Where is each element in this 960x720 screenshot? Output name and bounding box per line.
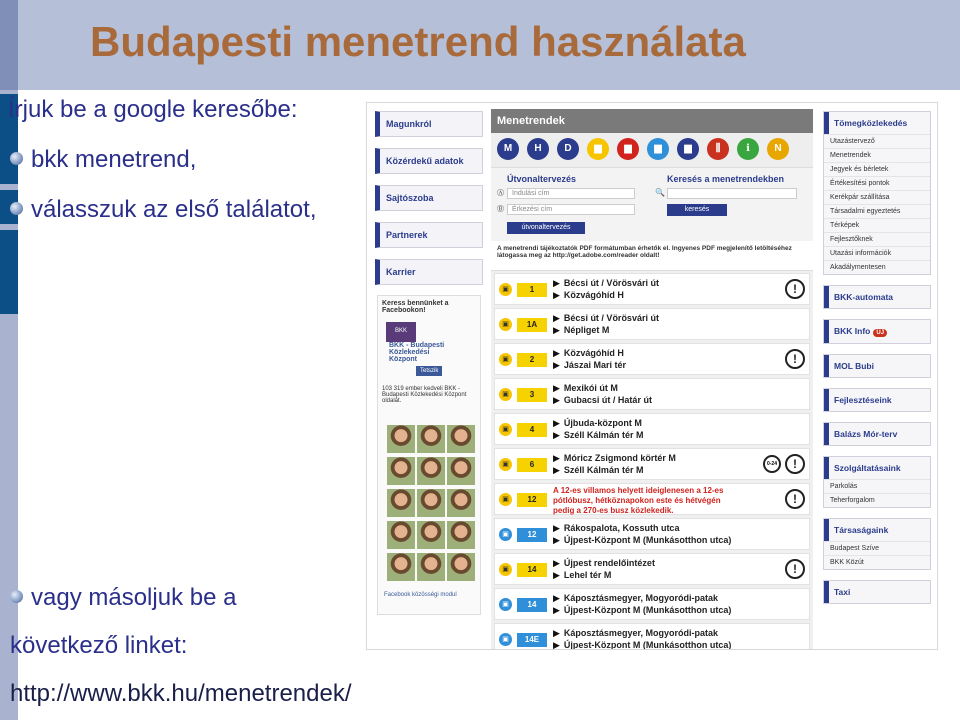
stop-name: pótlóbusz, hétköznapokon este és hétvégén: [553, 496, 721, 505]
timetable-header: Menetrendek: [491, 109, 813, 133]
right-nav-item[interactable]: Budapest Szíve: [824, 541, 930, 555]
line-stops: [553, 417, 643, 441]
route-planner-label: Útvonaltervezés: [507, 174, 577, 184]
arrow-right-icon: ▶: [553, 628, 560, 638]
stop-name: ▶ Káposztásmegyer, Mogyoródi-patak: [553, 593, 718, 603]
stop-name: ▶ Jászai Mari tér: [553, 360, 626, 370]
line-number[interactable]: 3: [517, 388, 547, 402]
tram-icon: ▣: [499, 283, 512, 296]
right-nav-heading[interactable]: Fejlesztéseink: [824, 389, 930, 411]
bus-icon: ▣: [499, 528, 512, 541]
fan-avatar[interactable]: [387, 521, 415, 549]
right-nav-heading[interactable]: Balázs Mór-terv: [824, 423, 930, 445]
line-number[interactable]: 14E: [517, 633, 547, 647]
new-badge: ÚJ: [873, 329, 887, 337]
timetable-search-button[interactable]: keresés: [667, 204, 727, 216]
arrow-right-icon: ▶: [553, 418, 560, 428]
arrow-right-icon: ▶: [553, 383, 560, 393]
right-nav-heading[interactable]: BKK-automata: [824, 286, 930, 308]
right-nav-block: [823, 111, 931, 275]
tram-icon: ▣: [499, 493, 512, 506]
left-nav-item[interactable]: Sajtószoba: [375, 185, 483, 211]
line-number[interactable]: 12: [517, 493, 547, 507]
facebook-faces: [386, 424, 476, 584]
bullet-text: bkk menetrend,: [31, 146, 197, 173]
bullet-icon: [10, 152, 23, 165]
right-nav-item[interactable]: BKK Közút: [824, 555, 930, 569]
right-nav-block: [823, 319, 931, 344]
right-nav-item[interactable]: Utazási információk: [824, 246, 930, 260]
right-nav-block: [823, 354, 931, 378]
timetable-row[interactable]: [494, 378, 810, 410]
facebook-box: [377, 295, 481, 615]
stop-name: ▶ Közvágóhíd H: [553, 290, 624, 300]
stop-name: ▶ Újpest-Központ M (Munkásotthon utca): [553, 640, 732, 650]
arrow-right-icon: ▶: [553, 605, 560, 615]
timetable-row[interactable]: [494, 518, 810, 550]
warning-icon[interactable]: !: [785, 559, 805, 579]
right-nav-block: [823, 285, 931, 309]
arrow-right-icon: ▶: [553, 453, 560, 463]
right-nav-item[interactable]: Menetrendek: [824, 148, 930, 162]
right-nav-block: [823, 456, 931, 508]
facebook-intro: Keress bennünket a Facebookon!: [382, 300, 449, 314]
stop-name: ▶ Lehel tér M: [553, 570, 612, 580]
line-number[interactable]: 2: [517, 353, 547, 367]
right-nav: [823, 111, 931, 614]
timetable-row[interactable]: [494, 413, 810, 445]
line-stops: [553, 382, 652, 406]
line-number[interactable]: 6: [517, 458, 547, 472]
facebook-like-button[interactable]: Tetszik: [416, 366, 442, 376]
transport-mode-button[interactable]: ℹ: [737, 138, 759, 160]
fan-avatar[interactable]: [387, 489, 415, 517]
timetable-row[interactable]: [494, 588, 810, 620]
left-nav-item[interactable]: Közérdekű adatok: [375, 148, 483, 174]
timetable-row[interactable]: [494, 343, 810, 375]
line-number[interactable]: 14: [517, 563, 547, 577]
timetable-row[interactable]: [494, 448, 810, 480]
transport-mode-button[interactable]: ▆: [677, 138, 699, 160]
right-nav-heading[interactable]: Társaságaink: [824, 519, 930, 541]
right-nav-item[interactable]: Jegyek és bérletek: [824, 162, 930, 176]
right-nav-item[interactable]: Térképek: [824, 218, 930, 232]
fan-avatar[interactable]: [417, 457, 445, 485]
right-nav-heading[interactable]: MOL Bubi: [824, 355, 930, 377]
line-stops: [553, 486, 723, 516]
arrow-right-icon: ▶: [553, 325, 560, 335]
slide-text-line: Írjuk be a google keresőbe:: [8, 96, 298, 123]
line-stops: [553, 592, 731, 616]
tram-icon: ▣: [499, 563, 512, 576]
right-nav-item[interactable]: Kerékpár szállítása: [824, 190, 930, 204]
warning-icon[interactable]: !: [785, 349, 805, 369]
stop-name: ▶ Móricz Zsigmond körtér M: [553, 453, 676, 463]
arrow-right-icon: ▶: [553, 593, 560, 603]
stop-name: ▶ Népliget M: [553, 325, 610, 335]
left-nav-item[interactable]: Karrier: [375, 259, 483, 285]
arrow-right-icon: ▶: [553, 465, 560, 475]
stop-name: ▶ Rákospalota, Kossuth utca: [553, 523, 680, 533]
line-number[interactable]: 1A: [517, 318, 547, 332]
right-nav-heading[interactable]: Szolgáltatásaink: [824, 457, 930, 479]
arrow-right-icon: ▶: [553, 395, 560, 405]
arrow-right-icon: ▶: [553, 360, 560, 370]
arrow-right-icon: ▶: [553, 523, 560, 533]
right-nav-heading[interactable]: Taxi: [824, 581, 930, 603]
transport-mode-button[interactable]: ▆: [647, 138, 669, 160]
search-icon: 🔍: [655, 188, 665, 197]
arrow-right-icon: ▶: [553, 558, 560, 568]
facebook-footer: Facebook közösségi modul: [384, 592, 457, 598]
fan-avatar[interactable]: [417, 425, 445, 453]
arrow-right-icon: ▶: [553, 640, 560, 650]
search-panel: [491, 167, 813, 241]
transport-modes: [491, 133, 813, 167]
stop-name: ▶ Gubacsi út / Határ út: [553, 395, 652, 405]
line-stops: [553, 347, 626, 371]
bkk-website-screenshot: [366, 102, 938, 650]
fan-avatar[interactable]: [447, 425, 475, 453]
tram-icon: ▣: [499, 353, 512, 366]
fan-avatar[interactable]: [417, 553, 445, 581]
slide-text-line: következő linket:: [10, 632, 188, 659]
stop-name: pedig a 270-es busz közlekedik.: [553, 506, 674, 515]
arrow-right-icon: ▶: [553, 535, 560, 545]
timetable-row[interactable]: [494, 623, 810, 650]
transport-mode-button[interactable]: H: [527, 138, 549, 160]
arrow-right-icon: ▶: [553, 290, 560, 300]
arrow-right-icon: ▶: [553, 570, 560, 580]
stop-name: ▶ Közvágóhíd H: [553, 348, 624, 358]
transport-mode-button[interactable]: N: [767, 138, 789, 160]
stop-name: ▶ Újpest rendelőintézet: [553, 558, 655, 568]
bus-icon: ▣: [499, 598, 512, 611]
slide-left-accent: [0, 230, 18, 314]
fan-avatar[interactable]: [447, 489, 475, 517]
transport-mode-button[interactable]: ▆: [617, 138, 639, 160]
fan-avatar[interactable]: [417, 489, 445, 517]
timetable-row[interactable]: [494, 553, 810, 585]
line-number[interactable]: 12: [517, 528, 547, 542]
stop-name: ▶ Káposztásmegyer, Mogyoródi-patak: [553, 628, 718, 638]
line-stops: [553, 277, 659, 301]
timetable-search-label: Keresés a menetrendekben: [667, 174, 785, 184]
stop-name: ▶ Újbuda-központ M: [553, 418, 642, 428]
left-nav-item[interactable]: Magunkról: [375, 111, 483, 137]
stop-name: ▶ Bécsi út / Vörösvári út: [553, 313, 659, 323]
warning-icon[interactable]: !: [785, 454, 805, 474]
from-input[interactable]: Indulási cím: [507, 188, 635, 199]
right-nav-item[interactable]: Parkolás: [824, 479, 930, 493]
timetable-search-input[interactable]: [667, 188, 797, 199]
bus-icon: ▣: [499, 633, 512, 646]
line-stops: [553, 452, 676, 476]
line-number[interactable]: 1: [517, 283, 547, 297]
bullet-text: válasszuk az első találatot,: [31, 196, 317, 223]
stop-name: ▶ Újpest-Központ M (Munkásotthon utca): [553, 535, 732, 545]
right-nav-block: [823, 518, 931, 570]
right-nav-item[interactable]: Fejlesztőknek: [824, 232, 930, 246]
fan-avatar[interactable]: [387, 553, 415, 581]
fan-avatar[interactable]: [387, 425, 415, 453]
left-nav: [375, 111, 483, 296]
route-plan-button[interactable]: útvonaltervezés: [507, 222, 585, 234]
fan-avatar[interactable]: [447, 457, 475, 485]
line-list: [491, 271, 813, 650]
facebook-fans-text: 103 319 ember kedveli BKK - Budapesti Közlekedési Központ oldalát.: [382, 386, 467, 404]
pdf-notice: A menetrendi tájékoztatók PDF formátumban érhetők el. Ingyenes PDF megjelenítő letöltéséhez látogassa meg az http://get.adobe.com/reader oldalt!: [491, 241, 813, 271]
fan-avatar[interactable]: [387, 457, 415, 485]
bullet-icon: [10, 590, 23, 603]
arrow-right-icon: ▶: [553, 313, 560, 323]
arrow-right-icon: ▶: [553, 278, 560, 288]
tram-icon: ▣: [499, 423, 512, 436]
night-service-icon: 0-24: [763, 455, 781, 473]
right-nav-block: [823, 422, 931, 446]
bkk-url-link[interactable]: http://www.bkk.hu/menetrendek/: [10, 680, 352, 707]
slide-bullet: [10, 146, 196, 174]
bullet-text: vagy másoljuk be a: [31, 584, 237, 611]
warning-icon[interactable]: !: [785, 489, 805, 509]
facebook-page-name[interactable]: BKK - Budapesti Közlekedési Központ: [389, 342, 445, 363]
stop-name: A 12-es villamos helyett ideiglenesen a 12-es: [553, 486, 724, 495]
tram-icon: ▣: [499, 458, 512, 471]
right-nav-item[interactable]: Teherforgalom: [824, 493, 930, 507]
right-nav-heading[interactable]: Tömegközlekedés: [824, 112, 930, 134]
to-marker-icon: Ⓑ: [497, 206, 504, 213]
stop-name: ▶ Mexikói út M: [553, 383, 618, 393]
timetable-main: [491, 109, 813, 650]
bkk-logo: BKK: [386, 322, 416, 342]
right-nav-item[interactable]: Értékesítési pontok: [824, 176, 930, 190]
right-nav-item[interactable]: Akadálymentesen: [824, 260, 930, 274]
tram-icon: ▣: [499, 318, 512, 331]
to-input[interactable]: Érkezési cím: [507, 204, 635, 215]
line-number[interactable]: 14: [517, 598, 547, 612]
warning-icon[interactable]: !: [785, 279, 805, 299]
line-stops: [553, 522, 731, 546]
slide-bullet: [10, 584, 236, 612]
slide-left-band-top: [0, 0, 18, 90]
right-nav-block: [823, 388, 931, 412]
timetable-row[interactable]: [494, 273, 810, 305]
timetable-row[interactable]: [494, 308, 810, 340]
transport-mode-button[interactable]: D: [557, 138, 579, 160]
tram-icon: ▣: [499, 388, 512, 401]
from-marker-icon: Ⓐ: [497, 190, 504, 197]
transport-mode-button[interactable]: ⫼: [707, 138, 729, 160]
line-number[interactable]: 4: [517, 423, 547, 437]
left-nav-item[interactable]: Partnerek: [375, 222, 483, 248]
slide-title: Budapesti menetrend használata: [90, 18, 746, 65]
fan-avatar[interactable]: [447, 553, 475, 581]
fan-avatar[interactable]: [417, 521, 445, 549]
stop-name: ▶ Széll Kálmán tér M: [553, 430, 644, 440]
transport-mode-button[interactable]: M: [497, 138, 519, 160]
arrow-right-icon: ▶: [553, 430, 560, 440]
right-nav-item[interactable]: Társadalmi egyeztetés: [824, 204, 930, 218]
stop-name: ▶ Bécsi út / Vörösvári út: [553, 278, 659, 288]
right-nav-heading[interactable]: BKK Info ÚJ: [824, 320, 930, 343]
bullet-icon: [10, 202, 23, 215]
stop-name: ▶ Széll Kálmán tér M: [553, 465, 644, 475]
transport-mode-button[interactable]: ▆: [587, 138, 609, 160]
line-stops: [553, 312, 659, 336]
right-nav-block: [823, 580, 931, 604]
line-stops: [553, 627, 731, 650]
line-stops: [553, 557, 655, 581]
timetable-row[interactable]: [494, 483, 810, 515]
fan-avatar[interactable]: [447, 521, 475, 549]
right-nav-item[interactable]: Utazástervező: [824, 134, 930, 148]
stop-name: ▶ Újpest-Központ M (Munkásotthon utca): [553, 605, 732, 615]
arrow-right-icon: ▶: [553, 348, 560, 358]
slide-bullet: [10, 196, 316, 224]
